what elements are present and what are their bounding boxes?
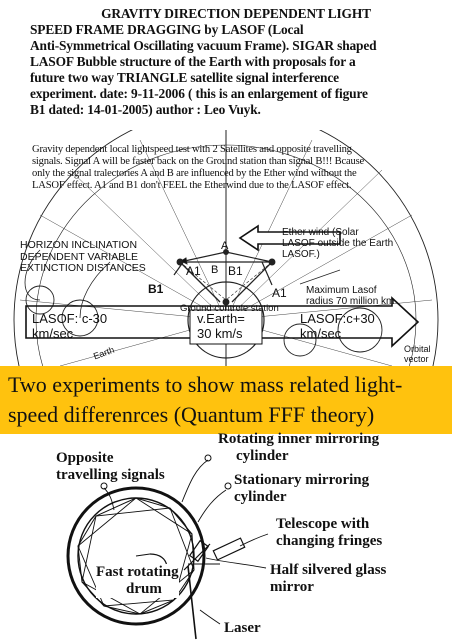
header-line-2: SPEED FRAME DRAGGING by LASOF (Local: [30, 22, 304, 37]
label-b1-arrow: B1: [148, 282, 164, 296]
orbital-vector-label: [404, 344, 431, 364]
lasof-right-label: [300, 311, 375, 341]
ether-wind-label: [282, 227, 393, 260]
opposite-line-2: travelling signals: [56, 467, 165, 483]
lasof-left-line-1: LASOF: c-30: [32, 311, 108, 326]
earth-label: Earth: [92, 344, 116, 362]
horizon-line-3: EXTINCTION DISTANCES: [20, 262, 146, 274]
max-lasof-line-2: radius 70 million km: [306, 296, 395, 307]
lasof-left-label: [32, 311, 107, 341]
orbital-line-1: Orbital: [404, 344, 431, 354]
header-line-3: Anti-Symmetrical Oscillating vacuum Frame). SIGAR shaped: [30, 38, 377, 53]
rotating-cylinder-label: [218, 431, 379, 465]
callout-telescope: [240, 534, 268, 546]
ground-station-label: Ground controle station: [180, 303, 279, 314]
label-a1-left: A1: [186, 264, 201, 278]
max-lasof-label: [306, 285, 394, 307]
telescope: [213, 538, 244, 560]
half-line-2: mirror: [270, 579, 314, 595]
ether-wind-line-3: LASOF.): [282, 249, 320, 260]
header-line-4: LASOF Bubble structure of the Earth with proposals for a: [30, 54, 356, 69]
orbital-line-2: vector: [404, 354, 429, 364]
stationary-line-1: Stationary mirroring: [234, 472, 370, 488]
telescope-line-1: Telescope with: [276, 516, 370, 532]
v-earth-label: [197, 311, 245, 341]
drum-line-1: Fast rotating: [96, 564, 179, 580]
max-lasof-line-1: Maximum Lasof: [306, 285, 377, 296]
banner-text: Two experiments to show mass related light-speed differenrces (Quantum FFF theory): [8, 372, 403, 427]
label-a: A: [221, 240, 229, 252]
laser-beam: [188, 566, 196, 639]
label-b1-right: B1: [228, 264, 243, 278]
callout-rotating: [182, 460, 208, 502]
callout-half-mirror: [206, 558, 266, 568]
half-mirror-label: [270, 562, 386, 596]
lasof-right-line-1: LASOF:c+30: [300, 311, 375, 326]
label-a1-arrow: A1: [272, 286, 287, 300]
callout-laser: [200, 610, 220, 624]
description-line-4: LASOF effect. A1 and B1 don't FEEL the Etherwind due to the LASOF effect.: [32, 180, 352, 191]
opposite-signals-label: [56, 450, 165, 484]
header-line-5: future two way TRIANGLE satellite signal interference: [30, 70, 339, 85]
satellite-right: [269, 259, 275, 265]
opposite-line-1: Opposite: [56, 450, 114, 466]
description-line-2: signals. Signal A will be faster back on the Ground station than signal B!!! Bcause: [32, 156, 365, 167]
callout-stationary: [198, 490, 226, 522]
horizon-line-1: HORIZON INCLINATION: [20, 239, 138, 251]
header-line-6: experiment. date: 9-11-2006 ( this is an enlargement of figure: [30, 86, 368, 101]
experiment-description: [32, 144, 444, 192]
description-line-1: Gravity dependent local lightspeed test with 2 Satellites and opposite travelling: [32, 144, 352, 155]
laser-label: Laser: [224, 620, 261, 636]
horizon-line-2: DEPENDENT VARIABLE: [20, 250, 139, 263]
telescope-label: [276, 516, 382, 550]
label-b: B: [211, 264, 219, 276]
rotating-line-1: Rotating inner mirroring: [218, 431, 380, 447]
half-line-1: Half silvered glass: [270, 562, 387, 578]
lasof-left-line-2: km/sec: [32, 326, 74, 341]
v-earth-line-1: v.Earth=: [197, 311, 245, 326]
ether-wind-line-1: Ether wind (Solar: [282, 227, 359, 238]
telescope-line-2: changing fringes: [276, 533, 383, 549]
stationary-cylinder-label: [234, 472, 369, 506]
drum-label: [96, 564, 179, 598]
v-earth-line-2: 30 km/s: [197, 326, 243, 341]
ether-wind-line-2: LASOF outside the Earth: [282, 238, 394, 249]
signal-path-star-b: [82, 508, 194, 614]
horizon-label: [20, 240, 146, 275]
header-line-1: GRAVITY DIRECTION DEPENDENT LIGHT: [101, 6, 371, 21]
stationary-line-2: cylinder: [234, 489, 287, 505]
rotating-line-2: cylinder: [236, 448, 289, 464]
drum-line-2: drum: [126, 581, 162, 597]
description-line-3: only the signal tralectories A and B are influenced by the Ether wind without the: [32, 168, 357, 179]
header-line-7: B1 dated: 14-01-2005) author : Leo Vuyk.: [30, 102, 261, 117]
lasof-right-line-2: km/sec: [300, 326, 342, 341]
